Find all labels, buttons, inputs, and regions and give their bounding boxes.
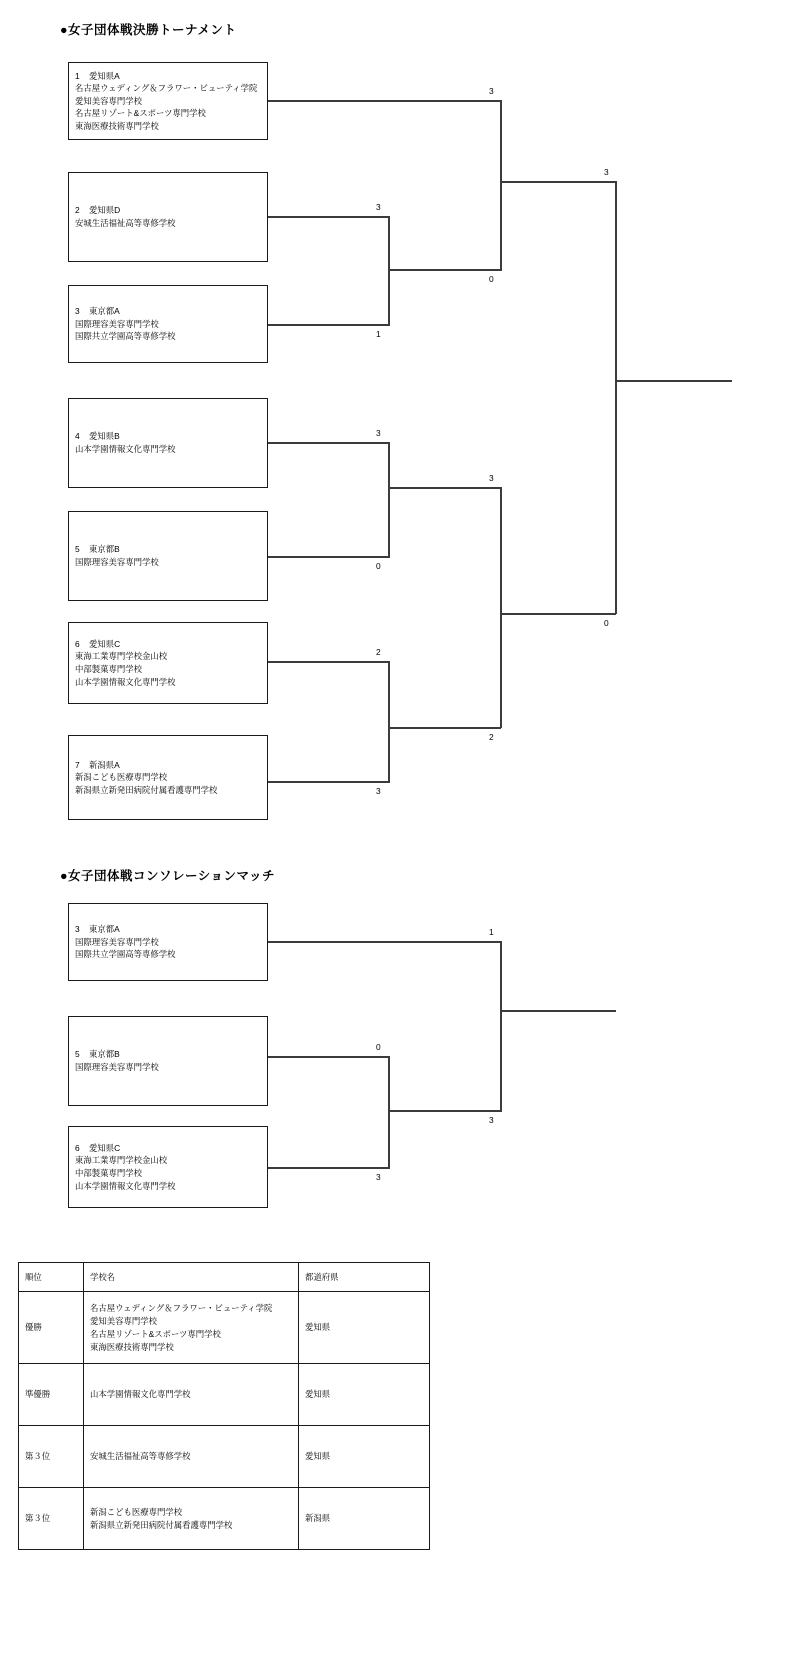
school-name: 愛知美容専門学校	[90, 1315, 157, 1326]
consolation-score-winner: 3	[489, 1115, 494, 1125]
bracket-connector-seed2-seed3	[388, 216, 390, 326]
score-seed7: 3	[376, 786, 381, 796]
results-cell-rank: 第３位	[19, 1488, 84, 1550]
consolation-line-winner-5-6	[388, 1110, 501, 1112]
school-name: 名古屋ウェディング＆フラワー・ビューティ学院	[90, 1302, 273, 1313]
consolation-score-seed5: 0	[376, 1042, 381, 1052]
bracket-line-seed3	[268, 324, 390, 326]
results-cell-prefecture: 愛知県	[299, 1364, 430, 1426]
results-cell-prefecture: 新潟県	[299, 1488, 430, 1550]
results-cell-schools	[84, 1488, 299, 1550]
bracket-line-seed1	[268, 100, 501, 102]
team-header: 5 東京都B	[75, 1049, 120, 1060]
score-seed1-semifinal: 3	[489, 86, 494, 96]
bracket-line-winner-semifinal-top	[500, 181, 616, 183]
consolation-connector-final	[500, 941, 502, 1112]
consolation-bracket-line-seed3	[268, 941, 501, 943]
score-seed2: 3	[376, 202, 381, 212]
table-row	[19, 1292, 430, 1364]
results-cell-prefecture: 愛知県	[299, 1426, 430, 1488]
score-final-bottom: 0	[604, 618, 609, 628]
bracket-connector-seed4-seed5	[388, 442, 390, 558]
team-box-seed-5: 5 東京都B 国際理容美容専門学校	[68, 511, 268, 601]
results-header-rank: 順位	[19, 1263, 84, 1292]
bracket-line-seed2	[268, 216, 390, 218]
team-header: 4 愛知県B	[75, 431, 120, 442]
results-cell-rank: 準優勝	[19, 1364, 84, 1426]
consolation-bracket-line-seed5	[268, 1056, 390, 1058]
bracket-line-winner-4-5	[388, 487, 501, 489]
school-name: 安城生活福祉高等専修学校	[90, 1451, 191, 1461]
bracket-line-winner-6-7	[388, 727, 501, 729]
school-name: 新潟県立新発田病院付属看護専門学校	[90, 1519, 233, 1530]
bracket-connector-final	[615, 181, 617, 614]
score-winner-6-7-semifinal: 2	[489, 732, 494, 742]
team-header: 1 愛知県A	[75, 70, 120, 81]
score-seed5: 0	[376, 561, 381, 571]
school-name: 山本学園情報文化専門学校	[90, 1389, 191, 1399]
consolation-score-seed3: 1	[489, 927, 494, 937]
score-seed4: 3	[376, 428, 381, 438]
team-box-seed-3: 3 東京都A 国際理容美容専門学校 国際共立学園高等専修学校	[68, 285, 268, 363]
results-cell-prefecture: 愛知県	[299, 1292, 430, 1364]
team-header: 7 新潟県A	[75, 759, 120, 770]
score-seed6: 2	[376, 647, 381, 657]
results-table-header-row	[19, 1263, 430, 1292]
bracket-line-champion	[615, 380, 732, 382]
score-winner-2-3-semifinal: 0	[489, 274, 494, 284]
consolation-bracket-line-seed6	[268, 1167, 390, 1169]
school-name: 名古屋リゾート&スポーツ専門学校	[90, 1328, 221, 1339]
bracket-connector-semifinal-top	[500, 100, 502, 271]
team-box-seed-4: 4 愛知県B 山本学園情報文化専門学校	[68, 398, 268, 488]
bracket-line-seed7	[268, 781, 390, 783]
team-box-seed-2: 2 愛知県D 安城生活福祉高等専修学校	[68, 172, 268, 262]
score-winner-4-5-semifinal: 3	[489, 473, 494, 483]
team-box-seed-6: 6 愛知県C 東海工業専門学校金山校 中部製菓専門学校 山本学園情報文化専門学校	[68, 622, 268, 704]
team-header: 6 愛知県C	[75, 1142, 121, 1153]
consolation-connector-seed5-seed6	[388, 1056, 390, 1169]
team-header: 6 愛知県C	[75, 638, 121, 649]
team-header: 2 愛知県D	[75, 205, 121, 216]
results-table	[18, 1262, 430, 1550]
tournament-section-title: ●女子団体戦決勝トーナメント	[60, 23, 237, 37]
consolation-line-winner	[500, 1010, 616, 1012]
team-box-seed-7: 7 新潟県A 新潟こども医療専門学校 新潟県立新発田病院付属看護専門学校	[68, 735, 268, 820]
bracket-connector-semifinal-bottom	[500, 487, 502, 728]
table-row	[19, 1364, 430, 1426]
consolation-team-box-seed-5: 5 東京都B 国際理容美容専門学校	[68, 1016, 268, 1106]
table-row	[19, 1426, 430, 1488]
team-box-seed-1: 1 愛知県A 名古屋ウェディング＆フラワー・ビューティ学院 愛知美容専門学校 名古屋リゾート&スポーツ専門学校 東海医療技術専門学校	[68, 62, 268, 140]
consolation-score-seed6: 3	[376, 1172, 381, 1182]
bracket-connector-seed6-seed7	[388, 661, 390, 783]
bracket-line-seed5	[268, 556, 390, 558]
results-header-prefecture: 都道府県	[299, 1263, 430, 1292]
bracket-line-winner-2-3	[388, 269, 501, 271]
school-name: 東海医療技術専門学校	[90, 1341, 174, 1352]
team-header: 5 東京都B	[75, 544, 120, 555]
results-cell-schools	[84, 1426, 299, 1488]
consolation-team-box-seed-6: 6 愛知県C 東海工業専門学校金山校 中部製菓専門学校 山本学園情報文化専門学校	[68, 1126, 268, 1208]
bracket-line-winner-semifinal-bottom	[500, 613, 616, 615]
team-header: 3 東京都A	[75, 924, 120, 935]
school-name: 新潟こども医療専門学校	[90, 1506, 183, 1517]
team-header: 3 東京都A	[75, 306, 120, 317]
score-seed3: 1	[376, 329, 381, 339]
bracket-line-seed6	[268, 661, 390, 663]
score-final-top: 3	[604, 167, 609, 177]
results-cell-rank: 優勝	[19, 1292, 84, 1364]
table-row	[19, 1488, 430, 1550]
results-header-school: 学校名	[84, 1263, 299, 1292]
consolation-section-title: ●女子団体戦コンソレーションマッチ	[60, 869, 276, 883]
bracket-line-seed4	[268, 442, 390, 444]
results-cell-schools	[84, 1364, 299, 1426]
consolation-team-box-seed-3: 3 東京都A 国際理容美容専門学校 国際共立学園高等専修学校	[68, 903, 268, 981]
results-cell-schools	[84, 1292, 299, 1364]
results-cell-rank: 第３位	[19, 1426, 84, 1488]
